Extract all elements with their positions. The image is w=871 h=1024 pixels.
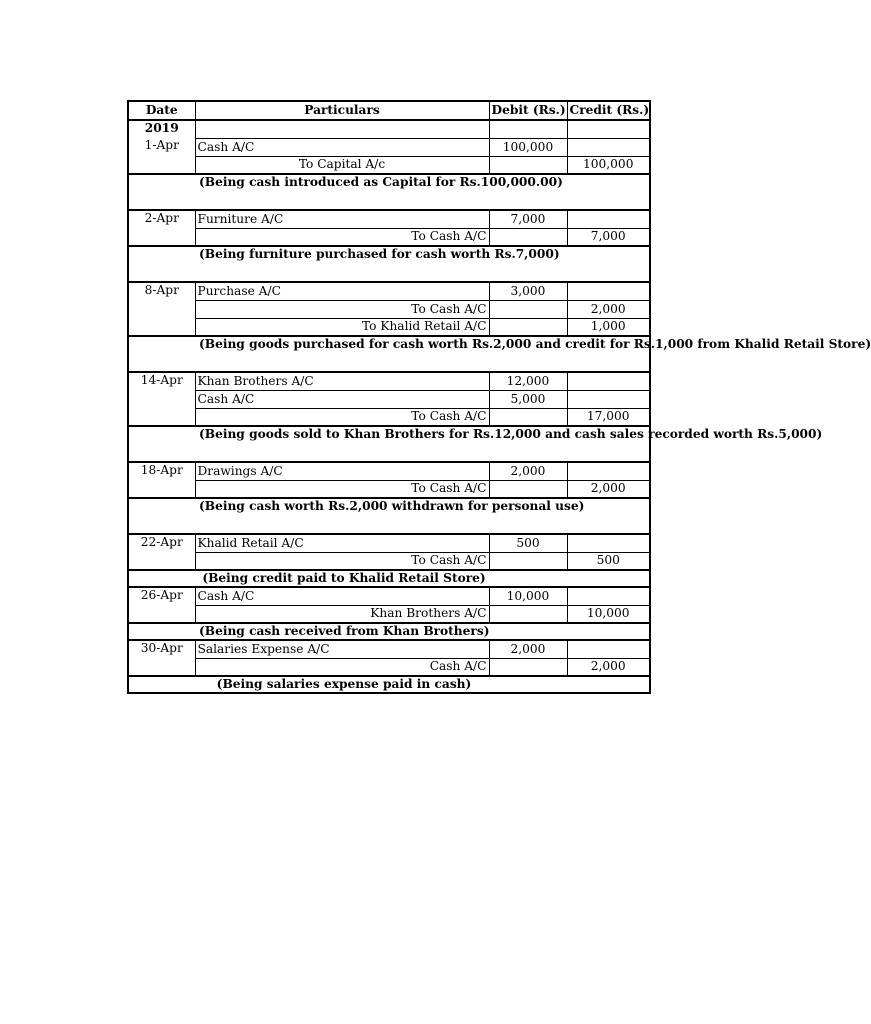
debit-amount-cell: 500 [489,534,567,552]
date-cell: 1-Apr [128,138,195,156]
date-cell: 26-Apr [128,587,195,605]
credit-account-cell: To Cash A/C [195,480,489,498]
date-cell: 22-Apr [128,534,195,552]
narration-cell [128,623,650,640]
narration-row [128,498,650,534]
date-cell: 8-Apr [128,282,195,300]
credit-account-cell: To Khalid Retail A/C [195,318,489,336]
credit-amount-cell: 2,000 [567,300,650,318]
credit-amount-cell: 2,000 [567,658,650,676]
narration-text: (Being furniture purchased for cash worth Rs.7,000) [199,247,560,261]
year-cell: 2019 [128,120,195,138]
credit-amount-cell [567,587,650,605]
debit-amount-cell: 10,000 [489,587,567,605]
debit-account-cell: Salaries Expense A/C [195,640,489,658]
narration-cell [128,570,650,587]
narration-row [128,676,650,693]
debit-amount-cell [489,658,567,676]
debit-amount-cell [489,300,567,318]
table-row [128,282,650,300]
date-cell [128,658,195,676]
header-date: Date [128,101,195,120]
date-cell: 2-Apr [128,210,195,228]
credit-account-cell: To Capital A/c [195,156,489,174]
credit-account-cell: Khan Brothers A/C [195,605,489,623]
narration-row [128,570,650,587]
debit-amount-cell: 2,000 [489,640,567,658]
debit-cell [489,120,567,138]
debit-account-cell: Khalid Retail A/C [195,534,489,552]
credit-account-cell: To Cash A/C [195,228,489,246]
table-row [128,658,650,676]
credit-account-cell: Cash A/C [195,658,489,676]
table-row [128,640,650,658]
narration-row [128,426,650,462]
narration-row [128,623,650,640]
narration-text: (Being cash received from Khan Brothers) [199,624,490,638]
credit-amount-cell [567,372,650,390]
date-cell [128,156,195,174]
date-cell [128,390,195,408]
date-cell [128,480,195,498]
table-row [128,480,650,498]
header-debit: Debit (Rs.) [489,101,567,120]
narration-cell [128,498,650,534]
credit-amount-cell [567,390,650,408]
table-row [128,605,650,623]
narration-row [128,336,650,372]
narration-cell [128,174,650,210]
credit-amount-cell [567,534,650,552]
table-row [128,210,650,228]
date-cell [128,605,195,623]
credit-amount-cell: 17,000 [567,408,650,426]
narration-cell [128,676,650,693]
date-cell [128,552,195,570]
debit-account-cell: Furniture A/C [195,210,489,228]
narration-text: (Being salaries expense paid in cash) [216,677,472,691]
table-row [128,587,650,605]
table-row [128,462,650,480]
debit-account-cell: Purchase A/C [195,282,489,300]
narration-text: (Being credit paid to Khalid Retail Store) [202,571,486,585]
header-credit: Credit (Rs.) [567,101,650,120]
narration-text: (Being cash worth Rs.2,000 withdrawn for personal use) [199,499,585,513]
credit-account-cell: To Cash A/C [195,408,489,426]
credit-amount-cell: 7,000 [567,228,650,246]
table-row [128,390,650,408]
header-row [128,101,650,120]
debit-amount-cell: 100,000 [489,138,567,156]
debit-amount-cell: 5,000 [489,390,567,408]
date-cell [128,228,195,246]
narration-text: (Being goods sold to Khan Brothers for Rs.12,000 and cash sales recorded worth Rs.5,000) [199,427,823,441]
year-row [128,120,650,138]
debit-amount-cell [489,605,567,623]
debit-account-cell: Cash A/C [195,390,489,408]
debit-account-cell: Cash A/C [195,138,489,156]
journal-table [127,100,871,694]
credit-account-cell: To Cash A/C [195,552,489,570]
debit-amount-cell: 2,000 [489,462,567,480]
debit-account-cell: Khan Brothers A/C [195,372,489,390]
narration-cell [128,336,871,372]
credit-amount-cell [567,462,650,480]
credit-account-cell: To Cash A/C [195,300,489,318]
debit-amount-cell [489,318,567,336]
particulars-cell [195,120,489,138]
credit-amount-cell [567,640,650,658]
table-row [128,408,650,426]
credit-amount-cell [567,138,650,156]
table-row [128,318,650,336]
debit-amount-cell: 3,000 [489,282,567,300]
credit-amount-cell: 2,000 [567,480,650,498]
debit-amount-cell [489,552,567,570]
debit-amount-cell [489,156,567,174]
debit-amount-cell: 7,000 [489,210,567,228]
debit-account-cell: Drawings A/C [195,462,489,480]
narration-cell [128,426,823,462]
header-particulars: Particulars [195,101,489,120]
date-cell: 30-Apr [128,640,195,658]
debit-amount-cell [489,408,567,426]
table-row [128,552,650,570]
narration-row [128,174,650,210]
narration-text: (Being cash introduced as Capital for Rs.100,000.00) [199,175,563,189]
date-cell: 18-Apr [128,462,195,480]
date-cell [128,300,195,318]
table-row [128,300,650,318]
debit-account-cell: Cash A/C [195,587,489,605]
narration-text: (Being goods purchased for cash worth Rs.2,000 and credit for Rs.1,000 from Khalid Retail Store) [199,337,871,351]
credit-amount-cell [567,282,650,300]
credit-amount-cell [567,210,650,228]
debit-amount-cell [489,228,567,246]
date-cell [128,318,195,336]
date-cell: 14-Apr [128,372,195,390]
credit-amount-cell: 500 [567,552,650,570]
narration-row [128,246,650,282]
table-row [128,156,650,174]
table-row [128,534,650,552]
table-row [128,372,650,390]
credit-amount-cell: 100,000 [567,156,650,174]
credit-amount-cell: 10,000 [567,605,650,623]
date-cell [128,408,195,426]
narration-cell [128,246,650,282]
credit-amount-cell: 1,000 [567,318,650,336]
debit-amount-cell: 12,000 [489,372,567,390]
table-row [128,228,650,246]
debit-amount-cell [489,480,567,498]
table-row [128,138,650,156]
credit-cell [567,120,650,138]
